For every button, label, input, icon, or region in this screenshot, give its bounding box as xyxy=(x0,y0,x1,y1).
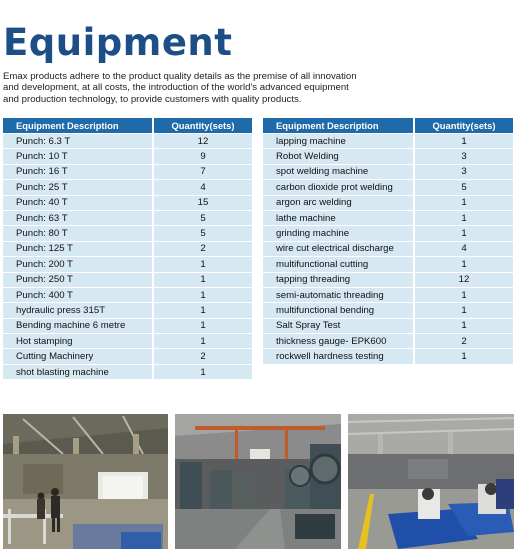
equipment-quantity: 3 xyxy=(414,164,514,179)
photo-workshop-assembly xyxy=(3,414,168,549)
equipment-table-right xyxy=(263,118,515,365)
equipment-quantity: 2 xyxy=(414,334,514,349)
equipment-quantity: 2 xyxy=(153,349,253,364)
intro-line: Emax products adhere to the product quality details as the premise of all innovation xyxy=(3,71,357,82)
table-row xyxy=(3,303,253,318)
table-row xyxy=(3,272,253,287)
equipment-name: Cutting Machinery xyxy=(3,349,153,364)
table-row xyxy=(3,364,253,379)
equipment-quantity: 1 xyxy=(414,349,514,364)
equipment-quantity: 1 xyxy=(414,195,514,210)
equipment-name: Punch: 400 T xyxy=(3,287,153,302)
equipment-quantity: 12 xyxy=(414,272,514,287)
table-row xyxy=(3,195,253,210)
photo-press-machines xyxy=(175,414,341,549)
header-quantity: Quantity(sets) xyxy=(153,118,253,134)
equipment-name: multifunctional bending xyxy=(263,303,414,318)
table-row xyxy=(3,241,253,256)
equipment-name: Hot stamping xyxy=(3,334,153,349)
table-row xyxy=(3,134,253,149)
table-row xyxy=(3,318,253,333)
table-row xyxy=(3,149,253,164)
equipment-name: Salt Spray Test xyxy=(263,318,414,333)
equipment-name: thickness gauge- EPK600 xyxy=(263,334,414,349)
table-row xyxy=(263,334,514,349)
equipment-name: Punch: 80 T xyxy=(3,226,153,241)
equipment-name: lathe machine xyxy=(263,210,414,225)
header-quantity: Quantity(sets) xyxy=(414,118,514,134)
equipment-name: carbon dioxide prot welding xyxy=(263,180,414,195)
equipment-quantity: 3 xyxy=(414,149,514,164)
equipment-quantity: 1 xyxy=(414,226,514,241)
equipment-name: Punch: 40 T xyxy=(3,195,153,210)
table-row xyxy=(263,226,514,241)
equipment-quantity: 1 xyxy=(414,134,514,149)
table-row xyxy=(3,210,253,225)
intro-line: and development, at all costs, the introduction of the world's advanced equipment xyxy=(3,82,349,94)
equipment-name: Bending machine 6 metre xyxy=(3,318,153,333)
equipment-quantity: 4 xyxy=(153,180,253,195)
table-row xyxy=(263,134,514,149)
equipment-name: Punch: 6.3 T xyxy=(3,134,153,149)
table-row xyxy=(263,210,514,225)
table-header-row xyxy=(263,118,514,134)
intro-text xyxy=(3,71,373,105)
equipment-quantity: 1 xyxy=(414,257,514,272)
table-row xyxy=(263,287,514,302)
table-row xyxy=(3,164,253,179)
table-row xyxy=(263,303,514,318)
equipment-quantity: 1 xyxy=(153,303,253,318)
equipment-name: Punch: 200 T xyxy=(3,257,153,272)
equipment-quantity: 12 xyxy=(153,134,253,149)
equipment-quantity: 2 xyxy=(153,241,253,256)
header-description: Equipment Description xyxy=(263,118,414,134)
equipment-name: spot welding machine xyxy=(263,164,414,179)
equipment-quantity: 1 xyxy=(153,287,253,302)
table-row xyxy=(263,195,514,210)
equipment-quantity: 1 xyxy=(153,318,253,333)
table-row xyxy=(3,180,253,195)
table-row xyxy=(3,349,253,364)
table-row xyxy=(3,334,253,349)
table-row xyxy=(263,257,514,272)
equipment-quantity: 7 xyxy=(153,164,253,179)
equipment-quantity: 9 xyxy=(153,149,253,164)
table-row xyxy=(3,287,253,302)
equipment-name: wire cut electrical discharge xyxy=(263,241,414,256)
equipment-quantity: 1 xyxy=(414,210,514,225)
equipment-quantity: 15 xyxy=(153,195,253,210)
equipment-quantity: 1 xyxy=(153,334,253,349)
equipment-name: Punch: 16 T xyxy=(3,164,153,179)
equipment-quantity: 5 xyxy=(153,210,253,225)
photo-robot-welding xyxy=(348,414,514,549)
equipment-quantity: 5 xyxy=(414,180,514,195)
equipment-name: Robot Welding xyxy=(263,149,414,164)
table-row xyxy=(3,226,253,241)
equipment-name: multifunctional cutting xyxy=(263,257,414,272)
equipment-quantity: 4 xyxy=(414,241,514,256)
equipment-name: shot blasting machine xyxy=(3,364,153,379)
equipment-name: rockwell hardness testing xyxy=(263,349,414,364)
equipment-quantity: 1 xyxy=(414,318,514,333)
table-row xyxy=(263,180,514,195)
equipment-name: Punch: 63 T xyxy=(3,210,153,225)
equipment-name: Punch: 10 T xyxy=(3,149,153,164)
page-title: Equipment xyxy=(3,21,233,64)
equipment-name: argon arc welding xyxy=(263,195,414,210)
equipment-name: Punch: 25 T xyxy=(3,180,153,195)
table-row xyxy=(263,349,514,364)
equipment-quantity: 1 xyxy=(414,303,514,318)
equipment-name: semi-automatic threading xyxy=(263,287,414,302)
table-row xyxy=(263,149,514,164)
equipment-quantity: 1 xyxy=(153,257,253,272)
equipment-name: hydraulic press 315T xyxy=(3,303,153,318)
table-row xyxy=(263,164,514,179)
header-description: Equipment Description xyxy=(3,118,153,134)
equipment-table-left xyxy=(3,118,254,380)
equipment-quantity: 5 xyxy=(153,226,253,241)
equipment-name: Punch: 125 T xyxy=(3,241,153,256)
table-row xyxy=(263,318,514,333)
intro-line: and production technology, to provide customers with quality products. xyxy=(3,93,302,105)
equipment-quantity: 1 xyxy=(414,287,514,302)
table-row xyxy=(263,241,514,256)
table-row xyxy=(263,272,514,287)
table-row xyxy=(3,257,253,272)
equipment-name: grinding machine xyxy=(263,226,414,241)
equipment-quantity: 1 xyxy=(153,364,253,379)
equipment-name: tapping threading xyxy=(263,272,414,287)
equipment-quantity: 1 xyxy=(153,272,253,287)
equipment-name: lapping machine xyxy=(263,134,414,149)
equipment-name: Punch: 250 T xyxy=(3,272,153,287)
table-header-row xyxy=(3,118,253,134)
